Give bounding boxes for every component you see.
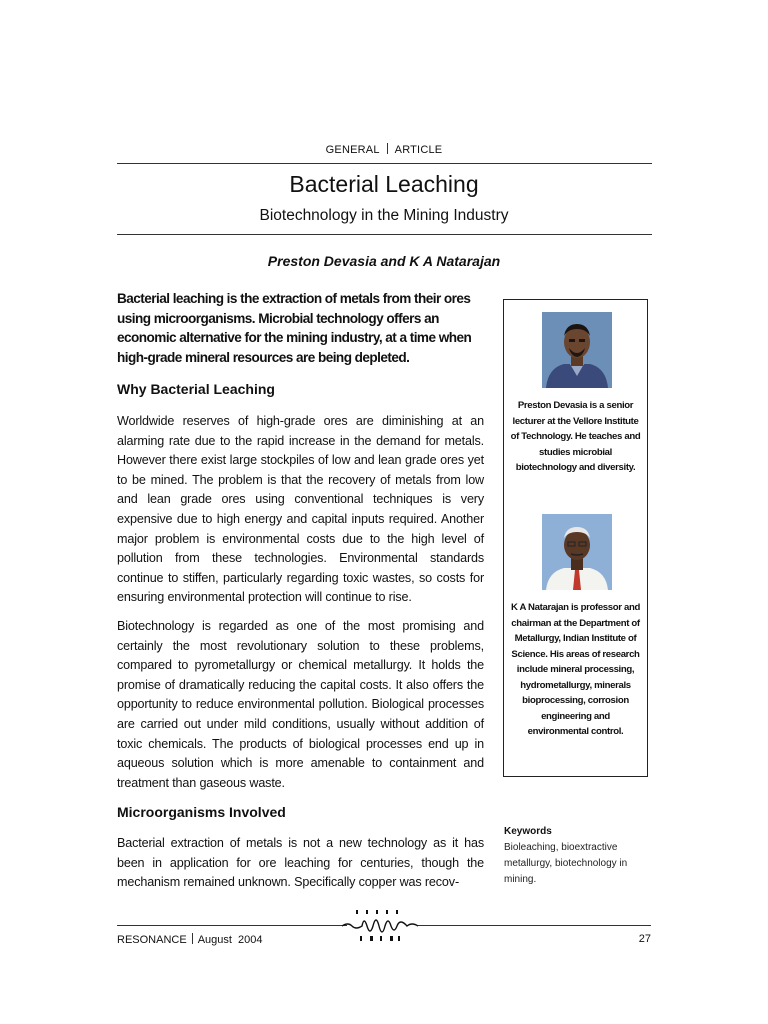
footer-journal-issue — [117, 933, 263, 946]
paragraph: Worldwide reserves of high-grade ores are diminishing at an alarming rate due to the rapid increase in the demand for metals. However there exist large stockpiles of low and lean grade ores yet to be mined. The problem is that the recovery of metals from low and lean grade ores using conventional techniques is very expensive due to high energy and capital inputs required. Another major problem is environmental costs due to the high level of pollution from these technologies. Environmental standards continue to stiffen, particularly regarding toxic wastes, so costs for ensuring environmental protection will continue to rise. — [117, 414, 484, 605]
header-rule-top — [117, 163, 652, 164]
author-photo-devasia — [542, 312, 612, 388]
journal-logo — [340, 908, 420, 949]
footer-issue: August 2004 — [197, 934, 263, 946]
article-title: Bacterial Leaching — [289, 171, 479, 197]
footer-separator — [192, 933, 193, 944]
section-heading-microorganisms: Microorganisms Involved — [117, 804, 286, 820]
footer-rule-left — [117, 925, 347, 926]
author-photo-natarajan — [542, 514, 612, 590]
section-label — [0, 143, 768, 156]
author-bio-devasia: Preston Devasia is a senior lecturer at the Vellore Institute of Technology. He teaches and studies microbial biotechnology and diversity. — [510, 400, 641, 473]
paragraph: Biotechnology is regarded as one of the most promising and certainly the most revolutionary solution to these problems, compared to pyrometallurgy or chemical metallurgy. It holds the promise of dramatically reducing the capital costs. It also offers the opportunity to reduce environmental pollution. Biological processes are carried out under mild conditions, usually without addition of toxic chemicals. The products of biological processes end up in aqueous solution which is more amenable to containment and treatment than gaseous waste. — [117, 619, 484, 790]
article-authors: Preston Devasia and K A Natarajan — [267, 253, 501, 269]
paragraph: Bacterial extraction of metals is not a new technology as it has been in application for ore leaching for centuries, though the mechanism remained unknown. Specifically copper was recov- — [117, 836, 484, 890]
header-rule-bottom — [117, 234, 652, 235]
footer-journal: RESONANCE — [117, 934, 187, 946]
article-type: ARTICLE — [394, 144, 443, 156]
page-number: 27 — [638, 933, 651, 945]
section-separator — [387, 143, 388, 154]
author-bio-natarajan: K A Natarajan is professor and chairman at the Department of Metallurgy, Indian Institute of Science. His areas of research include mineral processing, hydrometallurgy, minerals bioprocessing, corrosion engineering and environmental control. — [510, 602, 640, 737]
abstract: Bacterial leaching is the extraction of metals from their ores using microorganisms. Microbial technology offers an economic alternative for the mining industry, at a time when high-grade mineral resources are being depleted. — [117, 291, 472, 365]
section-heading-why: Why Bacterial Leaching — [117, 381, 275, 397]
article-subtitle: Biotechnology in the Mining Industry — [259, 207, 509, 224]
keywords-text: Bioleaching, bioextractive metallurgy, biotechnology in mining. — [504, 842, 628, 885]
author-bio-box — [503, 299, 648, 777]
keywords-title: Keywords — [504, 826, 552, 837]
footer-rule-right — [418, 925, 651, 926]
section-name: GENERAL — [325, 144, 380, 156]
